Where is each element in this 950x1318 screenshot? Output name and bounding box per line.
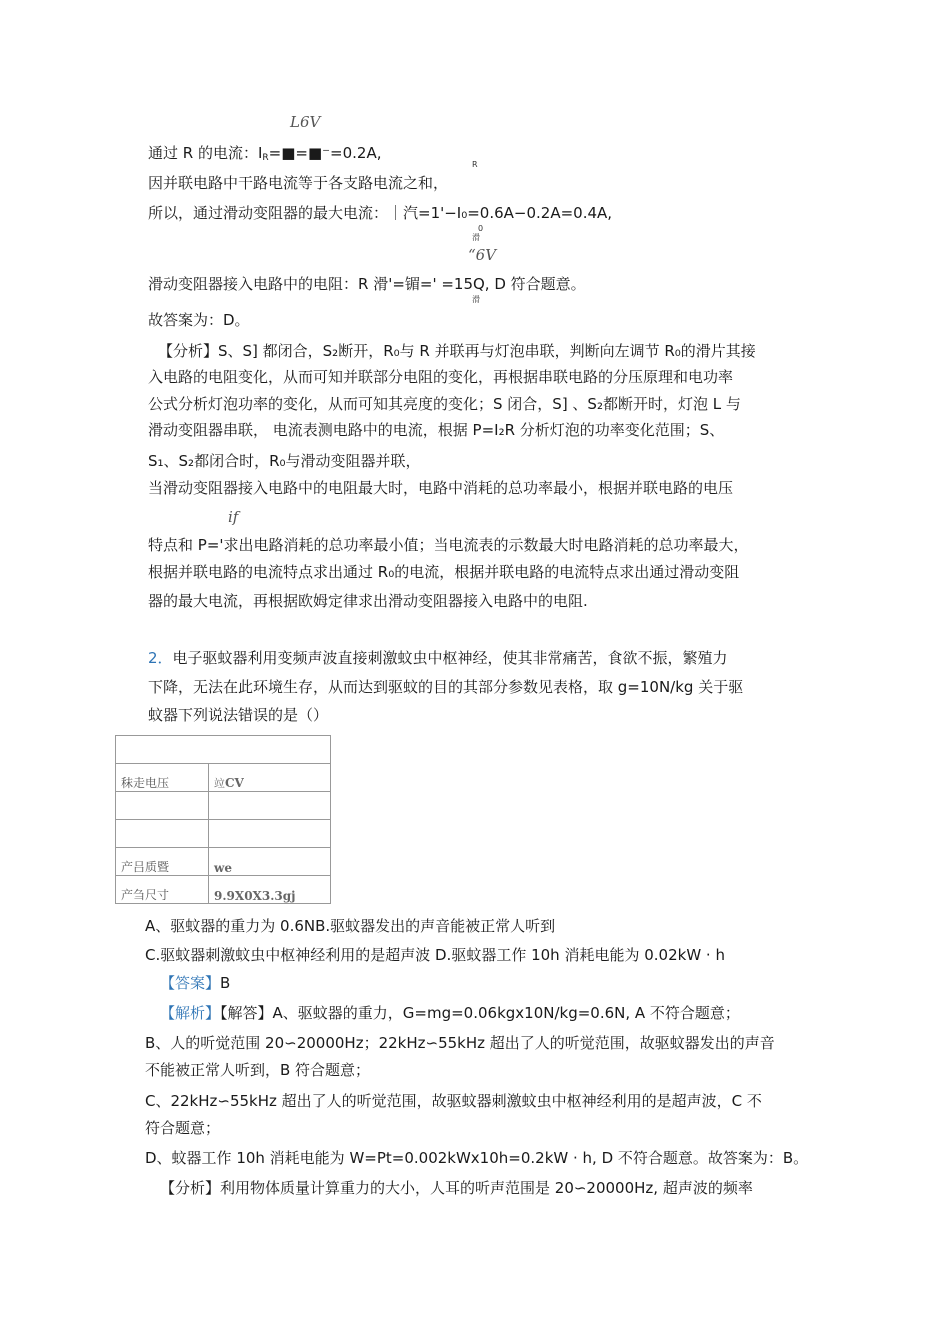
analysis-line: 器的最大电流，再根据欧姆定律求出滑动变阻器接入电路中的电阻. (148, 592, 588, 610)
resistance-line: 滑动变阻器接入电路中的电阻：R 滑'=镅=' =15Q, D 符合题意。 (148, 275, 586, 293)
analysis-line: 滑动变阻器串联， 电流表测电路中的电流，根据 P=I₂R 分析灯泡的功率变化范围；S、 (148, 421, 725, 439)
explain-text: 【解答】A、驱蚊器的重力，G=mg=0.06kgx10N/kg=0.6N, A 不符合题意； (220, 1004, 740, 1022)
table-value-prefix: 竝 (214, 777, 225, 790)
question-2-line: 下降，无法在此环境生存，从而达到驱蚊的目的其部分参数见表格，取 g=10N/kg 关于驱 (148, 678, 744, 696)
explain-d-line: D、蚊器工作 10h 消耗电能为 W=Pt=0.002kWx10h=0.2kW · h, D 不符合题意。故答案为：B。 (145, 1149, 809, 1167)
table-row (116, 848, 331, 876)
table-header-cell (116, 736, 331, 764)
formula-6v: “6V (468, 246, 497, 264)
answer-line-1: 故答案为：D。 (148, 311, 250, 329)
spec-table (115, 735, 331, 904)
analysis-line: 特点和 P='求出电路消耗的总功率最小值；当电流表的示数最大时电路消耗的总功率最大， (148, 536, 749, 554)
explain-b-line: B、人的听觉范围 20∽20000Hz；22kHz∽55kHz 超出了人的听觉范围，故驱蚊器发出的声音 (145, 1034, 775, 1052)
explain-tag: 【解析】 (160, 1004, 221, 1022)
explain-b-line: 不能被正常人听到，B 符合题意； (145, 1061, 371, 1079)
current-through-r (148, 143, 382, 168)
analysis-line: 公式分析灯泡功率的变化，从而可知其亮度的变化；S 闭合，S] 、S₂都断开时，灯泡 L 与 (148, 395, 741, 413)
parallel-current-line: 因并联电路中干路电流等于各支路电流之和， (148, 174, 449, 192)
table-label: 秣走电压 (116, 764, 209, 792)
question-2-line: 蚊器下列说法错误的是（） (148, 706, 329, 724)
option-c-d: C.驱蚊器刺激蚊虫中枢神经利用的是超声波 D.驱蚊器工作 10h 消耗电能为 0.02kW · h (145, 946, 725, 964)
formula-l6v: L6V (290, 113, 321, 131)
tiny-hua-2: 滑 (472, 295, 480, 304)
table-row (116, 792, 331, 820)
explain-line (160, 1003, 740, 1023)
table-row (116, 736, 331, 764)
table-label (116, 820, 209, 848)
explain-c-line: 符合题意； (145, 1119, 221, 1137)
table-value (209, 820, 331, 848)
table-label: 产吕质暨 (116, 848, 209, 876)
current-rest: =■=■⁻=0.2A, (268, 144, 382, 162)
analysis-line: 当滑动变阻器接入电路中的电阻最大时，电路中消耗的总功率最小，根据并联电路的电压 (148, 479, 734, 497)
answer-tag: 【答案】 (160, 974, 221, 992)
question-number: 2． (148, 649, 173, 667)
table-row (116, 876, 331, 904)
formula-if: if (228, 508, 239, 526)
analysis-line: 【分析】S、S] 都闭合，S₂断开，R₀与 R 并联再与灯泡串联，判断向左调节 R₀的滑片其接 (158, 342, 756, 360)
table-value: we (209, 848, 331, 876)
table-value (209, 792, 331, 820)
table-label: 产刍尺寸 (116, 876, 209, 904)
table-value-text: CV (225, 776, 244, 790)
table-value: 9.9X0X3.3gj (209, 876, 331, 904)
analysis-line: 入电路的电阻变化，从而可知并联部分电阻的变化，再根据串联电路的分压原理和电功率 (148, 368, 734, 386)
answer-line-2 (160, 973, 230, 993)
current-sub: R (262, 153, 269, 163)
question-text: 电子驱蚊器利用变频声波直接刺激蚊虫中枢神经，使其非常痛苦，食欲不振，繁殖力 (172, 649, 728, 667)
table-label (116, 792, 209, 820)
current-text: 通过 R 的电流：I (148, 144, 263, 162)
analysis-line: S₁、S₂都闭合时，R₀与滑动变阻器并联， (148, 452, 421, 470)
tiny-r-label: R (472, 160, 478, 169)
table-value (209, 764, 331, 792)
tiny-zero: 0 (478, 224, 484, 233)
max-current-line: 所以，通过滑动变阻器的最大电流：｜汽=1'−I₀=0.6A−0.2A=0.4A, (148, 204, 613, 222)
analysis-last-line: 【分析】利用物体质量计算重力的大小，人耳的听声范围是 20∽20000Hz, 超声波的频率 (160, 1179, 753, 1197)
option-a-b: A、驱蚊器的重力为 0.6NB.驱蚊器发出的声音能被正常人听到 (145, 917, 556, 935)
explain-c-line: C、22kHz∽55kHz 超出了人的听觉范围，故驱蚊器刺激蚊虫中枢神经利用的是超声波，C 不 (145, 1092, 762, 1110)
answer-value: B (220, 974, 231, 992)
table-row (116, 820, 331, 848)
analysis-line: 根据并联电路的电流特点求出通过 R₀的电流，根据并联电路的电流特点求出通过滑动变阻 (148, 563, 740, 581)
table-row (116, 764, 331, 792)
question-2-line (148, 648, 728, 668)
tiny-hua-1: 滑 (472, 233, 480, 242)
